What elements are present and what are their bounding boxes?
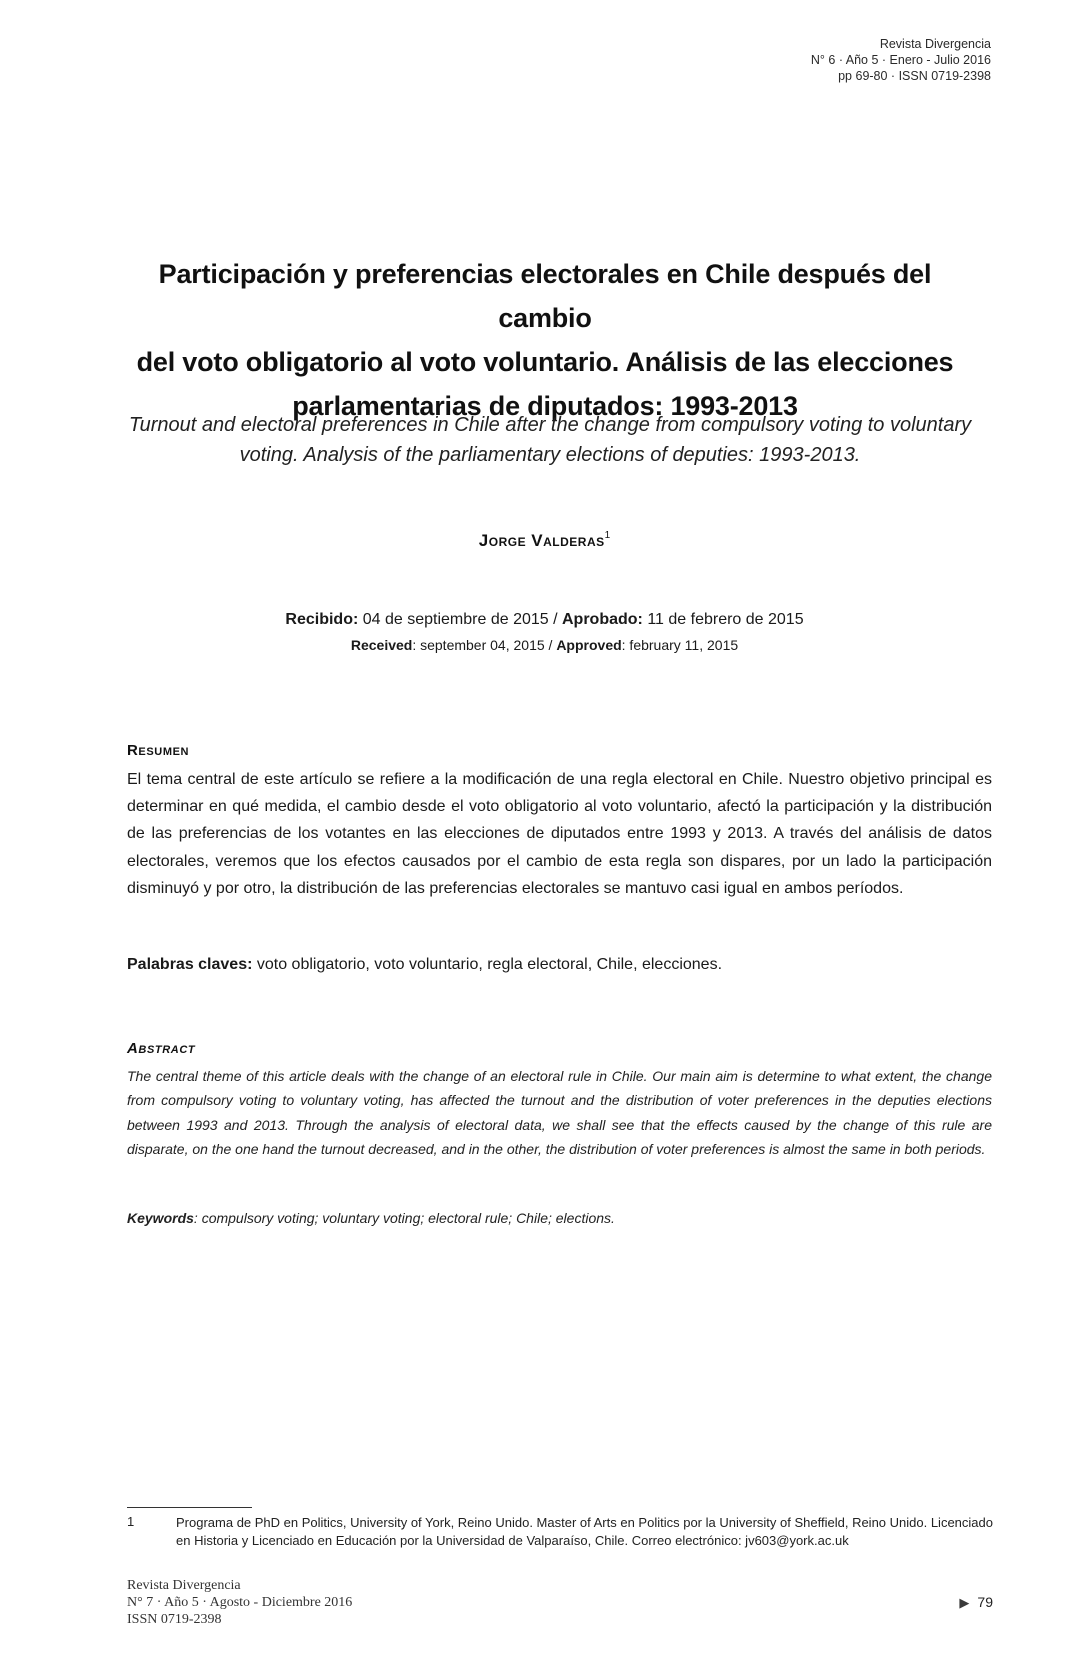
header-issue: N° 6 · Año 5 · Enero - Julio 2016 xyxy=(810,53,991,67)
article-subtitle xyxy=(120,410,980,470)
subtitle-line: Turnout and electoral preferences in Chile after the change from compulsory voting to voluntary xyxy=(128,414,972,436)
dates-spanish xyxy=(0,611,1089,629)
page-number: 79 xyxy=(977,1594,993,1610)
abstract-heading: Abstract xyxy=(127,1040,196,1057)
received-value-es: 04 de septiembre de 2015 / xyxy=(358,611,562,628)
footer-journal-name: Revista Divergencia xyxy=(127,1578,241,1593)
keywords-spanish xyxy=(127,956,992,974)
footer-issue: N° 7 · Año 5 · Agosto - Diciembre 2016 xyxy=(127,1595,353,1610)
header-pages-issn: pp 69-80 · ISSN 0719-2398 xyxy=(838,69,991,83)
resumen-body: El tema central de este artículo se refiere a la modificación de una regla electoral en Chile. Nuestro objetivo principal es determinar en qué medida, el cambio desde el voto obligatorio al voto voluntario, afectó la participación y la distribución de las preferencias de los votantes en las elecciones de diputados entre 1993 y 2013. A través del análisis de datos electorales, veremos que los efectos causados por el cambio de esta regla son dispares, por un lado la participación disminuyó y por otro, la distribución de las preferencias electorales se mantuvo casi igual en ambos períodos. xyxy=(127,771,992,897)
page-footer-journal xyxy=(127,1577,352,1628)
approved-value-en: : february 11, 2015 xyxy=(621,637,739,653)
keywords-en-label: Keywords xyxy=(127,1210,194,1226)
dates-english xyxy=(0,637,1089,653)
author-footnote-mark[interactable]: 1 xyxy=(604,530,611,541)
approved-label-en: Approved xyxy=(556,637,622,653)
header-journal-name: Revista Divergencia xyxy=(879,37,991,51)
received-label-en: Received xyxy=(350,637,413,653)
title-line: del voto obligatorio al voto voluntario. Análisis de las elecciones xyxy=(136,347,954,377)
footnote-text: Programa de PhD en Politics, University of York, Reino Unido. Master of Arts en Politics por la University of Sheffield, Reino Unido. Licenciado en Historia y Licenciado en Educación por la Universidad de Valparaíso, Chile. Correo electrónico: jv603@york.ac.uk xyxy=(176,1515,993,1548)
abstract-body: The central theme of this article deals with the change of an electoral rule in Chile. Our main aim is determine to what extent, the change from compulsory voting to voluntary voting, has affected the turnout and the distribution of voter preferences in the deputies elections between 1993 and 2013. Through the analysis of electoral data, we shall see that the effects caused by the change of this rule are disparate, on the one hand the turnout decreased, and in the other, the distribution of voter preferences is almost the same in both periods. xyxy=(127,1068,992,1158)
page-number-block xyxy=(959,1594,993,1611)
approved-value-es: 11 de febrero de 2015 xyxy=(642,611,804,628)
author-line xyxy=(0,530,1089,551)
subtitle-line: voting. Analysis of the parliamentary elections of deputies: 1993-2013. xyxy=(239,444,861,466)
footnote-divider xyxy=(127,1507,252,1508)
resumen-heading: Resumen xyxy=(127,742,190,759)
running-header xyxy=(811,36,991,84)
author-name: Jorge Valderas xyxy=(478,531,605,550)
keywords-es-label: Palabras claves: xyxy=(127,956,253,973)
footnote-number: 1 xyxy=(127,1514,135,1529)
received-label-es: Recibido: xyxy=(285,611,359,628)
received-value-en: : september 04, 2015 / xyxy=(412,637,557,653)
keywords-en-list: : compulsory voting; voluntary voting; electoral rule; Chile; elections. xyxy=(193,1210,615,1226)
approved-label-es: Aprobado: xyxy=(562,611,643,628)
article-title xyxy=(110,252,980,428)
title-line: parlamentarias de diputados: 1993-2013 xyxy=(292,391,798,421)
play-arrow-icon: ▶ xyxy=(959,1595,970,1610)
keywords-english xyxy=(127,1210,992,1226)
keywords-es-list: voto obligatorio, voto voluntario, regla electoral, Chile, elecciones. xyxy=(252,956,723,973)
title-line: Participación y preferencias electorales en Chile después del cambio xyxy=(158,259,932,333)
footer-issn: ISSN 0719-2398 xyxy=(127,1612,222,1627)
